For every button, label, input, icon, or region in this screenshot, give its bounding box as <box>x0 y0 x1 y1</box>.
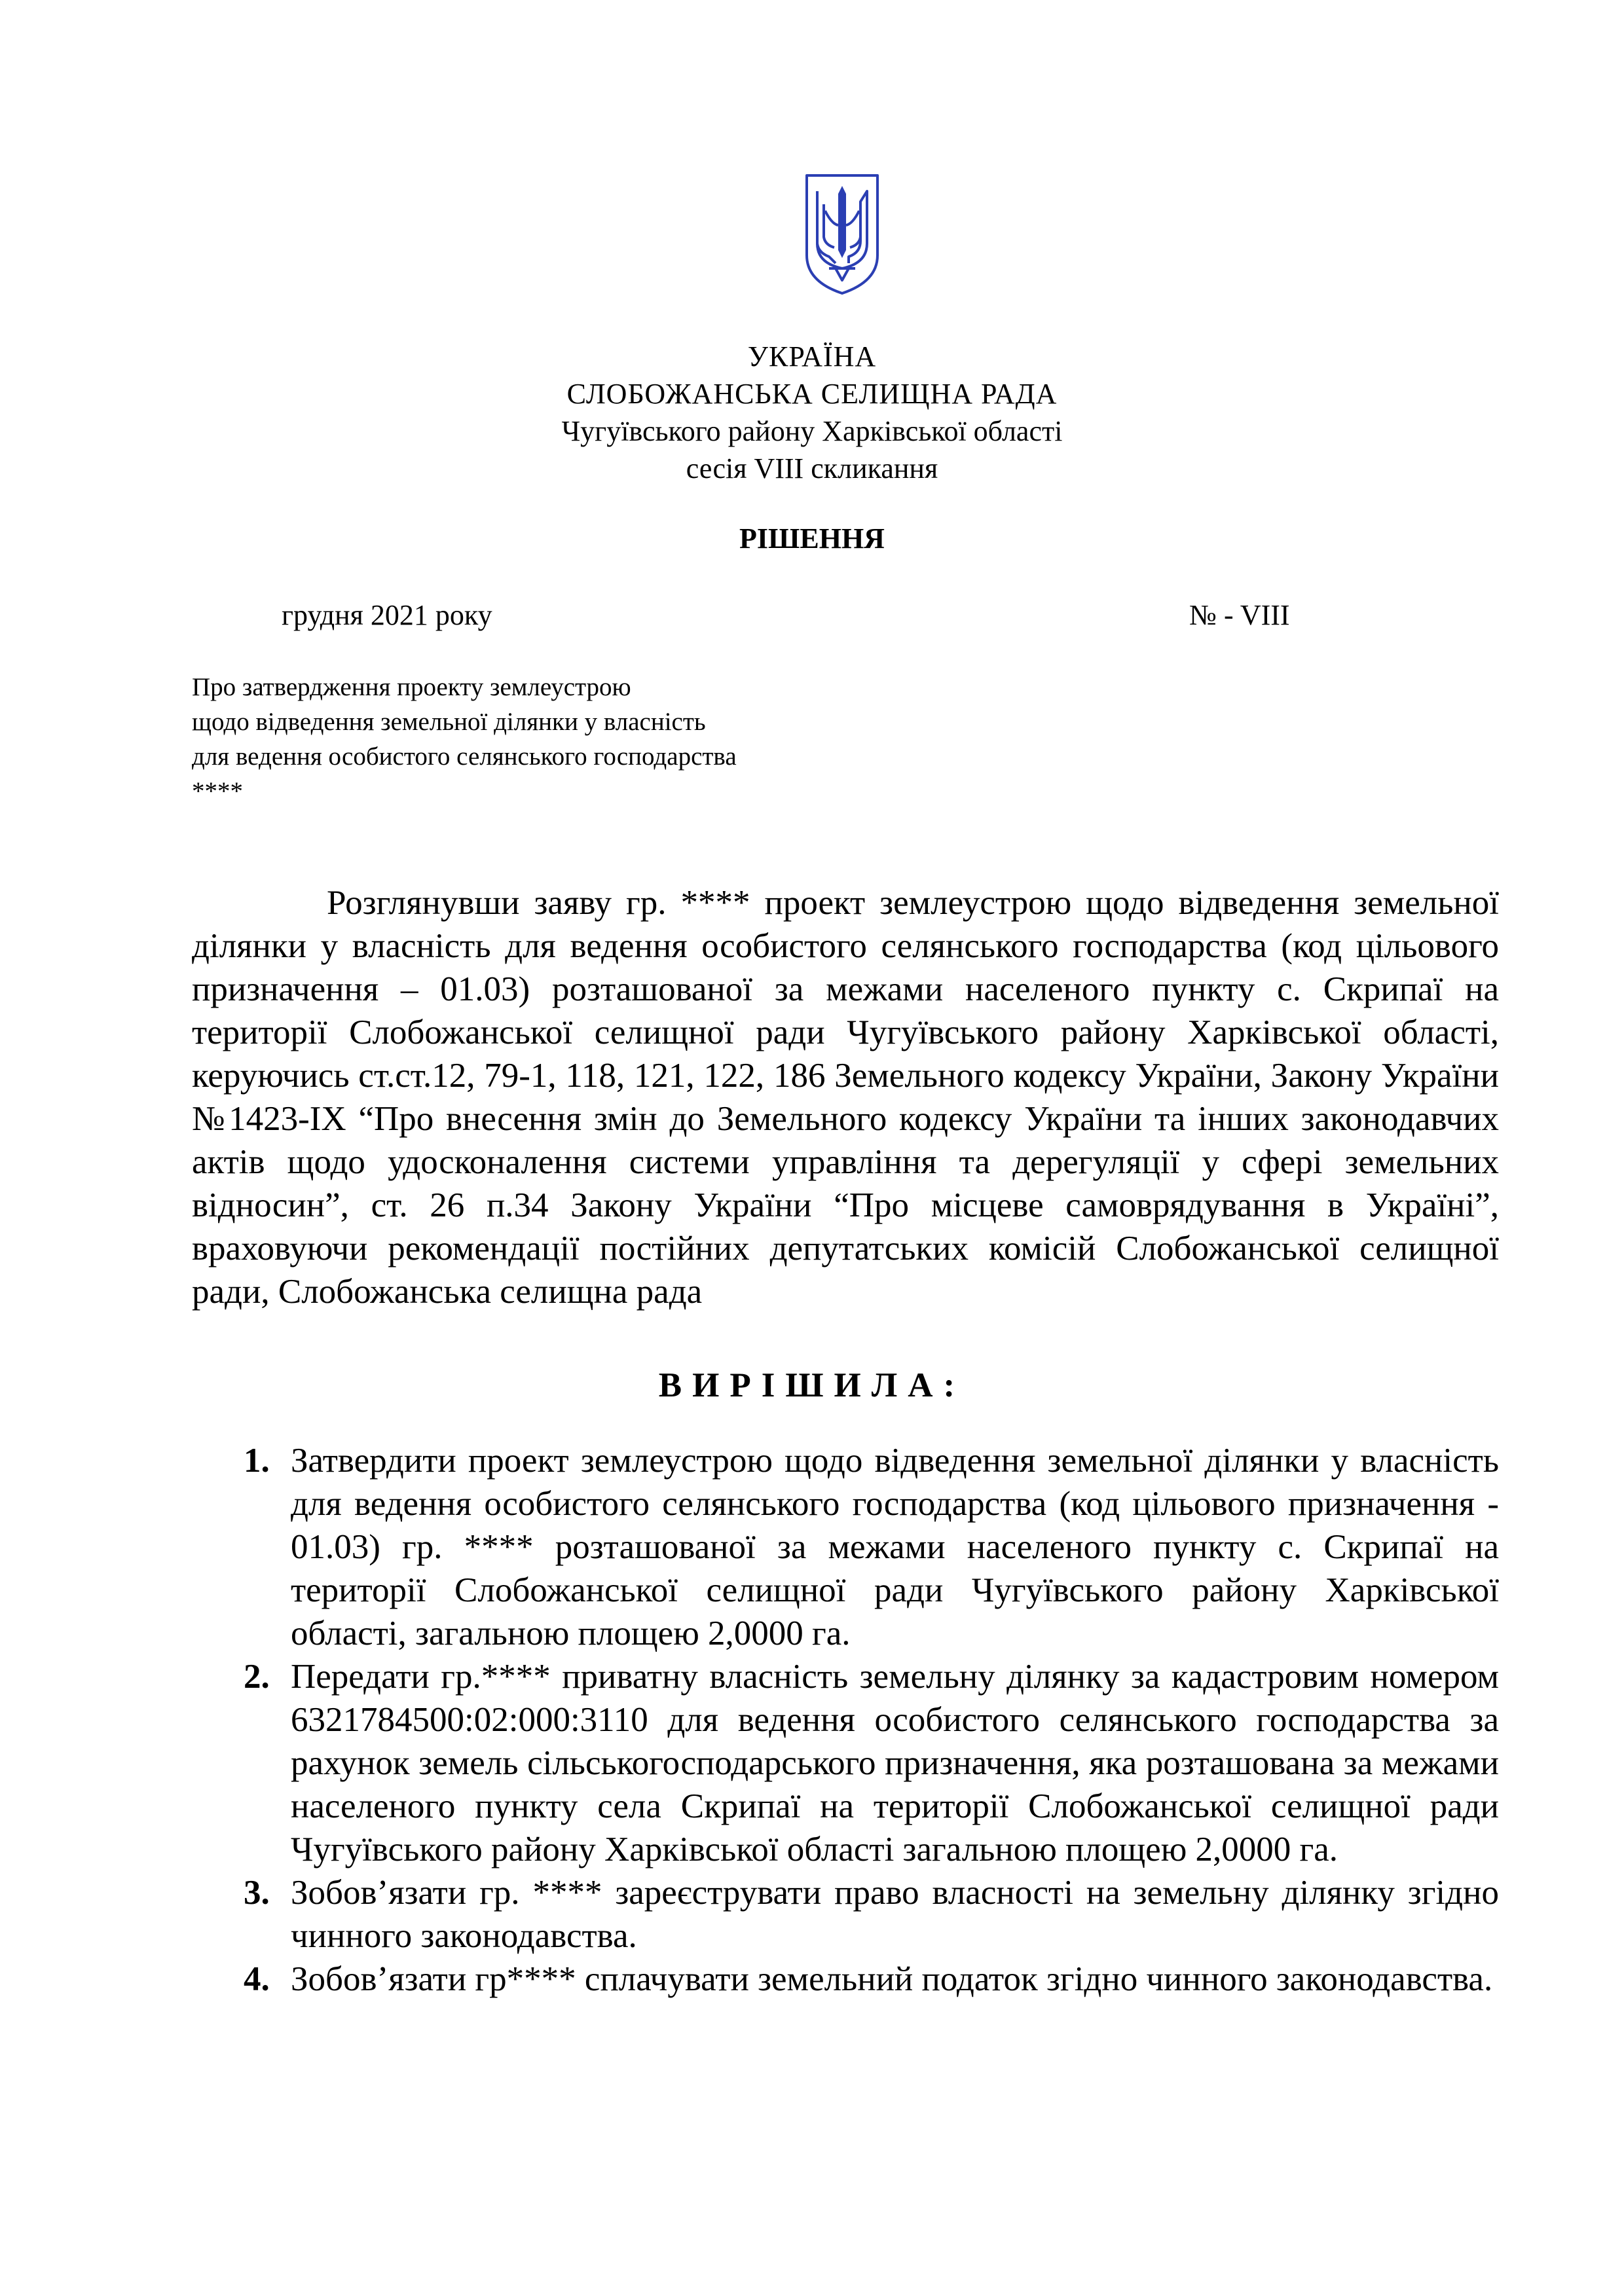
item-text: Зобов’язати гр**** сплачувати земельний податок згідно чинного законодавства. <box>291 1960 1493 1998</box>
document-title: РІШЕННЯ <box>739 522 885 555</box>
item-number: 2. <box>244 1658 270 1696</box>
item-text: Зобов’язати гр. **** зареєструвати право власності на земельну ділянку згідно чинного законодавства. <box>291 1874 1499 1955</box>
trident-coat-of-arms-icon <box>803 172 881 296</box>
item-number: 1. <box>244 1442 270 1480</box>
resolution-item <box>244 1871 1499 1958</box>
resolution-item <box>244 1439 1499 1655</box>
session-name: сесія VIII скликання <box>686 452 938 484</box>
subject-line: Про затвердження проекту землеустрою <box>192 673 631 701</box>
item-number: 4. <box>244 1960 270 1998</box>
item-text: Передати гр.**** приватну власність земельну ділянку за кадастровим номером 6321784500:02:000:3110 для ведення особистого селянського господарства за рахунок земель сільськогосподарського призначення, яка розташована за межами населеного пункту села Скрипаї на території Слобожанської селищної ради Чугуївського району Харківської області загальною площею 2,0000 га. <box>291 1658 1499 1868</box>
resolution-item <box>244 1958 1499 2001</box>
subject-line: **** <box>192 777 243 805</box>
subject-line: для ведення особистого селянського господарства <box>192 742 737 771</box>
item-number: 3. <box>244 1874 270 1912</box>
subject-line: щодо відведення земельної ділянки у власність <box>192 708 706 736</box>
decision-date: грудня 2021 року <box>282 599 492 631</box>
preamble-paragraph: Розглянувши заяву гр. **** проект землеустрою щодо відведення земельної ділянки у власність для ведення особистого селянського господарства (код цільового призначення – 01.03) розташованої за межами населеного пункту с. Скрипаї на території Слобожанської селищної ради Чугуївського району Харківської області, керуючись ст.ст.12, 79-1, 118, 121, 122, 186 Земельного кодексу України, Закону України №1423-ІХ “Про внесення змін до Земельного кодексу України та інших законодавчих актів щодо удосконалення системи управління та дерегуляції у сфері земельних відносин”, ст. 26 п.34 Закону України “Про місцеве самоврядування в Україні”, враховуючи рекомендації постійних депутатських комісій Слобожанської селищної ради, Слобожанська селищна рада <box>192 884 1499 1311</box>
resolution-items <box>244 1439 1499 2001</box>
district-name: Чугуївського району Харківської області <box>561 415 1063 447</box>
resolution-heading: ВИРІШИЛА: <box>658 1366 966 1404</box>
decision-number: № - VIII <box>1189 599 1290 631</box>
preamble-section <box>192 881 1499 1313</box>
council-name: СЛОБОЖАНСЬКА СЕЛИЩНА РАДА <box>566 378 1058 410</box>
resolution-item <box>244 1655 1499 1871</box>
country-name: УКРАЇНА <box>747 340 877 373</box>
item-text: Затвердити проект землеустрою щодо відведення земельної ділянки у власність для ведення особистого селянського господарства (код цільового призначення - 01.03) гр. **** розташованої за межами населеного пункту с. Скрипаї на території Слобожанської селищної ради Чугуївського району Харківської області, загальною площею 2,0000 га. <box>291 1442 1499 1652</box>
decision-subject <box>192 670 1043 809</box>
